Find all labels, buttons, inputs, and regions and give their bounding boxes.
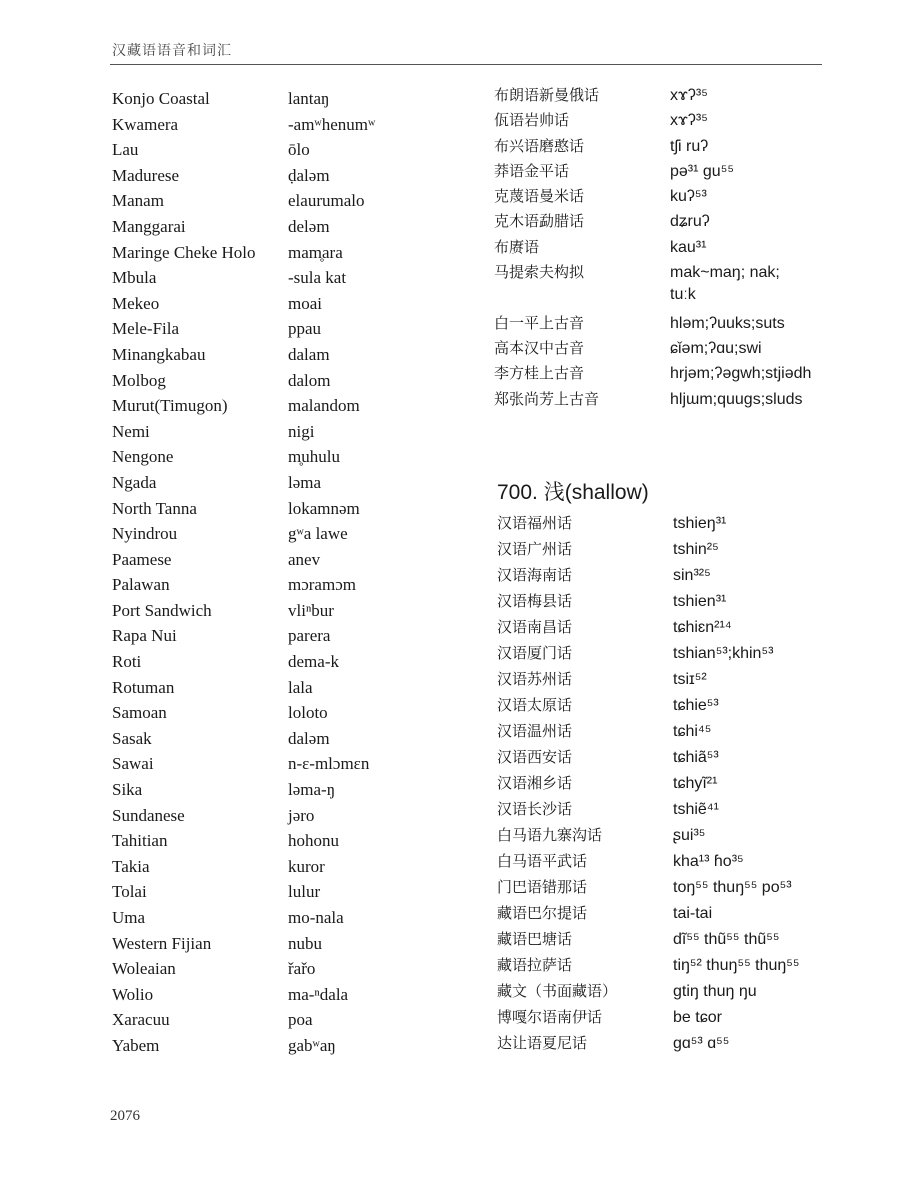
entry-row (112, 217, 472, 243)
word-form: tshieŋ³¹ (673, 515, 727, 532)
right-column-top-entries (494, 84, 874, 413)
word-form: tshien³¹ (673, 593, 727, 610)
entry-row (494, 84, 874, 109)
word-form: lantaŋ (288, 89, 330, 108)
language-name: Sundanese (112, 805, 185, 825)
language-name: Takia (112, 856, 150, 876)
language-name: Rotuman (112, 677, 175, 697)
entry-row (112, 626, 472, 652)
word-form: -amʷhenumʷ (288, 114, 376, 134)
language-name: Molbog (112, 370, 166, 390)
word-form: dʑruʔ (670, 213, 710, 231)
word-form: toŋ⁵⁵ thuŋ⁵⁵ po⁵³ (673, 879, 792, 896)
language-name: Paamese (112, 549, 172, 569)
word-form: tshian⁵³;khin⁵³ (673, 645, 774, 662)
entry-row (112, 524, 472, 550)
language-name: Murut(Timugon) (112, 396, 228, 416)
language-name: 汉语梅县话 (497, 592, 573, 610)
entry-row (112, 908, 472, 934)
word-form: poa (288, 1010, 313, 1030)
language-name: 白马语九寨沟话 (497, 826, 603, 844)
word-form: tɕhyĩ²¹ (673, 775, 718, 792)
entry-row (112, 447, 472, 473)
entry-row (494, 388, 874, 413)
word-form: tɕhiã⁵³ (673, 749, 719, 766)
language-name: Wolio (112, 984, 154, 1004)
entry-row (112, 934, 472, 960)
language-name: Sika (112, 780, 143, 800)
language-name: Nemi (112, 421, 150, 441)
word-form: lulur (288, 882, 321, 902)
language-name: Tolai (112, 882, 147, 902)
language-name: 汉语福州话 (497, 514, 573, 532)
entry-row (112, 959, 472, 985)
language-name: Western Fijian (112, 933, 212, 953)
word-form: hohonu (288, 831, 339, 851)
entry-row (112, 985, 472, 1011)
language-name: 白一平上古音 (494, 313, 585, 332)
language-name: Minangkabau (112, 344, 206, 364)
language-name: 白马语平武话 (497, 852, 588, 870)
language-name: 汉语太原话 (497, 696, 573, 714)
word-form: nigi (288, 421, 315, 441)
word-form: elaurumalo (288, 191, 365, 211)
word-form: ppau (288, 319, 322, 339)
entry-row (112, 678, 472, 704)
word-form: mɔramɔm (288, 575, 356, 595)
language-name: 汉语广州话 (497, 540, 573, 558)
word-form: mo-nala (288, 908, 344, 927)
language-name: Rapa Nui (112, 626, 177, 646)
word-form: xɤʔ³⁵ (670, 87, 708, 104)
word-form: tɕhie⁵³ (673, 697, 719, 714)
word-form: deləm (288, 216, 330, 236)
right-column-bottom-entries (497, 512, 877, 1058)
language-name: 佤语岩帅话 (494, 111, 570, 130)
entry-row (497, 538, 877, 564)
entry-row (494, 210, 874, 235)
word-form: hljɯm;quugs;sluds (670, 390, 803, 408)
word-form: dema-k (288, 652, 339, 672)
entry-row (494, 109, 874, 134)
entry-row (112, 243, 472, 269)
language-name: Port Sandwich (112, 600, 212, 620)
word-form: tiŋ⁵² thuŋ⁵⁵ thuŋ⁵⁵ (673, 957, 800, 974)
word-form: hrjəm;ʔəgwh;stjiədh (670, 365, 812, 383)
language-name: 汉语苏州话 (497, 670, 573, 688)
entry-row (112, 601, 472, 627)
language-name: Uma (112, 908, 146, 927)
word-form: vliⁿbur (288, 600, 334, 620)
word-form: hləm;ʔuuks;suts (670, 314, 785, 332)
language-name: Sasak (112, 728, 152, 748)
word-form: -sula kat (288, 268, 347, 288)
entry-row (112, 806, 472, 832)
language-name: 门巴语错那话 (497, 878, 588, 896)
entry-row (494, 160, 874, 185)
word-form: dĩ⁵⁵ thũ⁵⁵ thũ⁵⁵ (673, 931, 780, 948)
entry-row (497, 850, 877, 876)
word-form: moai (288, 293, 322, 313)
language-name: Madurese (112, 165, 180, 185)
entry-row (497, 746, 877, 772)
page-number: 2076 (110, 1108, 140, 1124)
language-name: 汉语海南话 (497, 566, 573, 584)
language-name: 汉语西安话 (497, 748, 573, 766)
language-name: Samoan (112, 703, 167, 723)
entry-row (112, 422, 472, 448)
word-form: gʷa lawe (288, 524, 348, 544)
language-name: 汉语南昌话 (497, 618, 573, 636)
entry-row (497, 616, 877, 642)
word-form: ləma-ŋ (288, 780, 336, 800)
entry-row (494, 135, 874, 160)
language-name: Woleaian (112, 959, 176, 979)
word-form: tɕhi⁴⁵ (673, 723, 712, 740)
language-name: 汉语湘乡话 (497, 774, 573, 792)
language-name: Manggarai (112, 216, 186, 236)
entry-row (494, 185, 874, 210)
language-name: Manam (112, 191, 164, 211)
entry-row (112, 857, 472, 883)
language-name: Ngada (112, 472, 157, 492)
entry-row (494, 312, 874, 337)
entry-row (497, 798, 877, 824)
language-name: Nengone (112, 447, 174, 467)
word-form: kha¹³ ɦo³⁵ (673, 853, 744, 870)
entry-row (112, 831, 472, 857)
word-form: dalom (288, 370, 331, 390)
language-name: Lau (112, 140, 139, 160)
language-name: Kwamera (112, 114, 179, 134)
word-form: lala (288, 677, 313, 697)
entry-row (497, 1032, 877, 1058)
language-name: 博嘎尔语南伊话 (497, 1008, 603, 1026)
word-form: mak~maŋ; nak; (670, 264, 780, 282)
language-name: Palawan (112, 575, 170, 595)
language-name: 莽语金平话 (494, 161, 570, 180)
language-name: Konjo Coastal (112, 89, 210, 108)
entry-row (112, 294, 472, 320)
language-name: Mekeo (112, 293, 160, 313)
word-form: tsiɪ⁵² (673, 671, 707, 688)
word-form: tɕhiɛn²¹⁴ (673, 619, 732, 636)
language-name: 藏语巴尔提话 (497, 904, 588, 922)
entry-row (494, 261, 874, 286)
entry-row (112, 882, 472, 908)
word-form: ʂui³⁵ (673, 827, 706, 844)
language-name: Mele-Fila (112, 319, 180, 339)
word-form: kuror (288, 856, 325, 876)
entry-row (497, 928, 877, 954)
language-name: Tahitian (112, 831, 168, 851)
word-form: parera (288, 626, 331, 646)
language-name: 达让语夏尼话 (497, 1034, 588, 1052)
word-form: ōlo (288, 140, 310, 160)
word-form: ḍaləm (288, 165, 330, 185)
word-form: tuːk (670, 286, 696, 304)
entry-row (497, 564, 877, 590)
word-form: be tɕor (673, 1009, 722, 1026)
word-form: gɑ⁵³ ɑ⁵⁵ (673, 1035, 730, 1052)
language-name: 汉语长沙话 (497, 800, 573, 818)
entry-row (112, 89, 472, 115)
language-name: 高本汉中古音 (494, 338, 585, 357)
language-name: 汉语温州话 (497, 722, 573, 740)
word-form: gabʷaŋ (288, 1035, 336, 1055)
section-title: 700. 浅(shallow) (497, 481, 649, 504)
word-form: mam̥ara (288, 242, 343, 262)
word-form: dalam (288, 344, 330, 364)
word-form: n-ɛ-mlɔmɛn (288, 754, 370, 774)
entry-row (497, 980, 877, 1006)
entry-row (494, 337, 874, 362)
word-form: pə³¹ gu⁵⁵ (670, 162, 734, 180)
word-form: ma-ⁿdala (288, 984, 349, 1004)
word-form: ɕǐəm;ʔɑu;swi (670, 339, 762, 357)
word-form: tshiẽ⁴¹ (673, 801, 719, 818)
language-name: Sawai (112, 754, 154, 774)
language-name: 李方桂上古音 (494, 364, 585, 383)
word-form: tshin²⁵ (673, 541, 719, 558)
entry-row (112, 780, 472, 806)
word-form: loloto (288, 703, 328, 723)
entry-row (112, 1036, 472, 1062)
word-form: anev (288, 549, 321, 569)
entry-row (497, 1006, 877, 1032)
entry-row (112, 191, 472, 217)
entry-row (112, 140, 472, 166)
language-name: Xaracuu (112, 1010, 170, 1030)
entry-row (112, 319, 472, 345)
language-name: Roti (112, 652, 142, 672)
entry-row (112, 396, 472, 422)
entry-row (497, 694, 877, 720)
language-name: 克蔑语曼米话 (494, 187, 585, 206)
entry-row (112, 166, 472, 192)
language-name: 藏文（书面藏语） (497, 982, 618, 1000)
word-form: lokamnəm (288, 498, 360, 518)
word-form: daləm (288, 728, 330, 748)
entry-row (494, 236, 874, 261)
language-name: 克木语勐腊话 (494, 212, 585, 231)
word-form: tʃi ruʔ (670, 137, 709, 155)
entry-row (112, 115, 472, 141)
entry-row (497, 902, 877, 928)
entry-row (112, 499, 472, 525)
word-form: xɤʔ³⁵ (670, 112, 708, 130)
word-form: malandom (288, 396, 360, 416)
language-name: 汉语厦门话 (497, 644, 573, 662)
language-name: 藏语拉萨话 (497, 956, 573, 974)
language-name: Yabem (112, 1035, 160, 1055)
language-name: 马提索夫构拟 (494, 263, 585, 282)
word-form: kuʔ⁵³ (670, 188, 707, 206)
entry-row (112, 652, 472, 678)
entry-row (112, 729, 472, 755)
entry-row (112, 1010, 472, 1036)
entry-row (112, 371, 472, 397)
entry-row (112, 703, 472, 729)
language-name: Mbula (112, 268, 157, 288)
word-form: ləma (288, 472, 322, 492)
entry-row (497, 642, 877, 668)
entry-row (497, 954, 877, 980)
word-form: sin³²⁵ (673, 567, 711, 584)
language-name: 藏语巴塘话 (497, 930, 573, 948)
word-form: nubu (288, 933, 322, 953)
entry-row (497, 824, 877, 850)
entry-row (494, 286, 874, 311)
word-form: gtiŋ thuŋ ŋu (673, 983, 757, 1000)
entry-row (112, 268, 472, 294)
entry-row (494, 362, 874, 387)
word-form: řařo (288, 959, 316, 979)
entry-row (112, 345, 472, 371)
language-name: 布朗语新曼俄话 (494, 86, 600, 104)
header-rule (110, 64, 822, 65)
language-name: 郑张尚芳上古音 (494, 389, 600, 408)
running-header: 汉藏语语音和词汇 (112, 43, 232, 59)
word-form: jəro (288, 805, 315, 825)
language-name: 布赓语 (494, 237, 540, 256)
word-form: tai-tai (673, 905, 713, 922)
entry-row (497, 668, 877, 694)
entry-row (497, 590, 877, 616)
entry-row (497, 772, 877, 798)
entry-row (497, 512, 877, 538)
word-form: m̥uhulu (288, 447, 340, 467)
language-name: Maringe Cheke Holo (112, 242, 256, 262)
entry-row (112, 754, 472, 780)
entry-row (497, 720, 877, 746)
language-name: Nyindrou (112, 524, 178, 544)
left-column-entries (112, 89, 472, 1062)
language-name: 布兴语磨憨话 (494, 136, 585, 155)
entry-row (112, 550, 472, 576)
entry-row (112, 575, 472, 601)
entry-row (497, 876, 877, 902)
entry-row (112, 473, 472, 499)
word-form: kau³¹ (670, 238, 707, 256)
language-name: North Tanna (112, 498, 197, 518)
